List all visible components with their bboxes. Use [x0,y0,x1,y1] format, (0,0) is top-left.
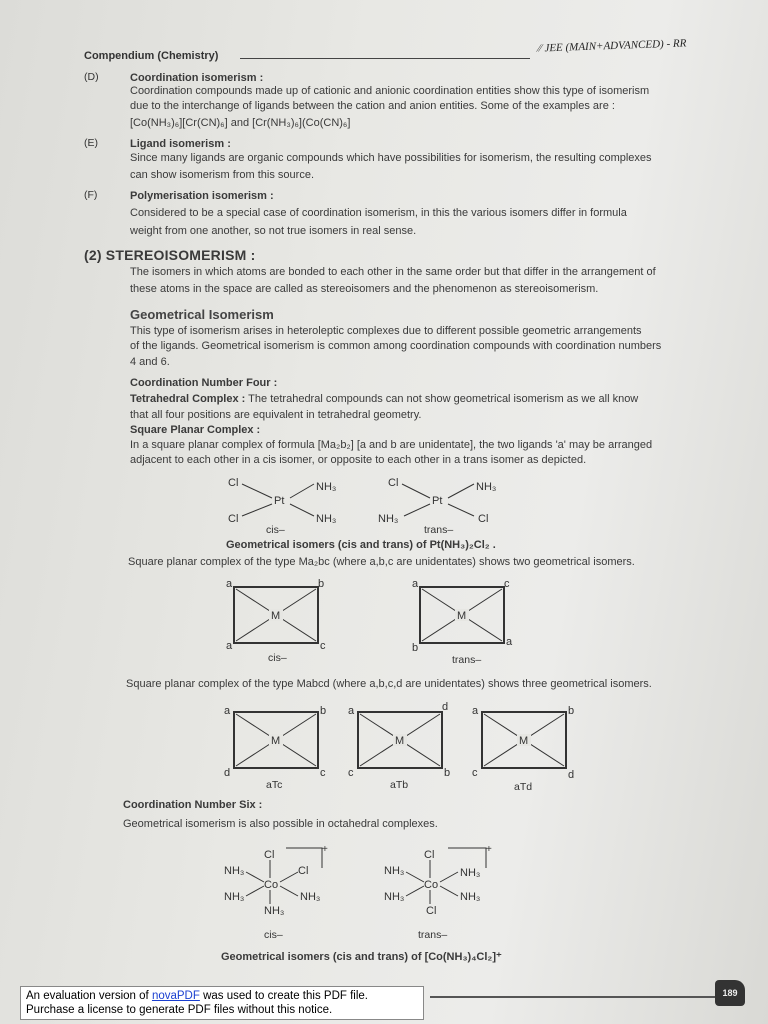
mabcd-isomer-3 [472,705,574,793]
mabcd-1-name: aTc [266,779,283,791]
mabcd-1-br: c [320,767,326,779]
ma2bc-trans-br: a [506,636,513,648]
co-cis-top: Cl [264,849,275,861]
bond [406,886,424,896]
bond [290,504,314,516]
header-series: ⁄⁄ JEE (MAIN+ADVANCED) - RR [537,37,687,55]
pt-trans-center: Pt [432,495,443,507]
mabcd-3-bl: c [472,767,478,779]
co-trans-ll: NH₃ [384,891,405,903]
ma2bc-cis-name: cis– [268,652,287,664]
ma2bc-trans-tr: c [504,578,510,590]
ma2bc-intro: Square planar complex of the type Ma₂bc (where a,b,c are unidentates) shows two geometrical isomers. [128,556,635,568]
ma2bc-trans-center: M [457,610,467,622]
pt-cis-tl-label: Cl [228,477,239,489]
bond [402,484,430,498]
stereo-line1: The isomers in which atoms are bonded to each other in the same order but that differ in the arrangement of [130,266,656,278]
section-d-label: (D) [84,71,99,83]
square-planar-line2: adjacent to each other in a cis isomer, or opposite to each other in a trans isomer as depicted. [130,454,587,466]
notice-text-post: was used to create this PDF file. [199,990,368,1002]
section-e-title: Ligand isomerism : [130,138,231,150]
cn6-heading: Coordination Number Six : [123,799,263,811]
bond [404,504,430,516]
bond [448,504,474,516]
pt-caption: Geometrical isomers (cis and trans) of Pt(NH₃)₂Cl₂ . [226,539,496,551]
section-f-line1: Considered to be a special case of coordination isomerism, in this the various isomers differ in formula [130,207,627,219]
co-cis-lr: NH₃ [300,891,321,903]
mabcd-3-center: M [519,735,529,747]
co-cis-ll: NH₃ [224,891,245,903]
co-trans-ur: NH₃ [460,867,481,879]
bond [246,872,264,882]
co-cis-name: cis– [264,929,283,941]
bond [242,484,272,498]
notice-text-pre: An evaluation version of [26,990,152,1002]
tetrahedral-text: The tetrahedral compounds can not show geometrical isomerism as we all know [245,393,639,405]
pt-isomers-figure [224,472,514,534]
co-cis-center: Co [264,879,279,891]
section-f-line2: weight from one another, so not true isomers in real sense. [130,225,417,237]
co-trans-bottom: Cl [426,905,437,917]
ma2bc-trans-tl: a [412,578,419,590]
pt-trans-bl-label: NH₃ [378,513,399,525]
bond [290,484,314,498]
co-cis-ur: Cl [298,865,309,877]
co-cis-structure [224,844,328,941]
mabcd-3-tr: b [568,705,575,717]
pt-trans-structure [378,477,496,536]
ma2bc-figure [222,575,522,667]
ma2bc-trans-name: trans– [452,654,482,666]
bond [448,484,474,498]
pt-trans-tl-label: Cl [388,477,399,489]
mabcd-2-tl: a [348,705,355,717]
bond [280,886,298,896]
ma2bc-trans-structure [412,578,513,666]
novapdf-link[interactable]: novaPDF [151,990,200,1002]
mabcd-2-bl: c [348,767,354,779]
stereoisomerism-heading: (2) STEREOISOMERISM : [84,247,256,263]
pt-trans-br-label: Cl [478,513,489,525]
mabcd-3-name: aTd [514,781,533,793]
mabcd-2-name: aTb [390,779,409,791]
tetrahedral-line2: that all four positions are equivalent in tetrahedral geometry. [130,409,422,421]
co-cis-bottom: NH₃ [264,905,285,917]
mabcd-3-tl: a [472,705,479,717]
section-d-line2: due to the interchange of ligands between the cation and anion entities. Some of the examples are : [130,100,615,112]
section-d-title: Coordination isomerism : [130,72,264,84]
mabcd-2-br: b [444,767,451,779]
header-title: Compendium (Chemistry) [84,50,219,62]
footer-rule [430,996,730,998]
mabcd-1-tr: b [320,705,327,717]
section-e-label: (E) [84,137,98,149]
bond [280,872,298,882]
pt-cis-center: Pt [274,495,285,507]
mabcd-isomer-1 [224,705,326,791]
pt-cis-tr-label: NH₃ [316,481,337,493]
ma2bc-cis-br: c [320,640,326,652]
pt-cis-structure [228,477,336,536]
notice-text-line2: Purchase a license to generate PDF files without this notice. [26,1004,333,1016]
mabcd-isomer-2 [348,701,450,791]
section-e-line2: can show isomerism from this source. [130,169,314,181]
mabcd-1-bl: d [224,767,231,779]
page-number: 189 [715,980,745,1006]
co-trans-lr: NH₃ [460,891,481,903]
co-trans-ul: NH₃ [384,865,405,877]
geometrical-line3: 4 and 6. [130,356,170,368]
section-e-line1: Since many ligands are organic compounds which have possibilities for isomerism, the resulting complexes [130,152,652,164]
geometrical-line2: of the ligands. Geometrical isomerism is common among coordination compounds with coordination numbers [130,340,662,352]
section-f-title: Polymerisation isomerism : [130,190,274,202]
co-trans-structure [384,844,492,941]
tetrahedral-title: Tetrahedral Complex : [130,393,246,405]
cn6-line1: Geometrical isomerism is also possible in octahedral complexes. [123,818,438,830]
stereo-line2: these atoms in the space are called as stereoisomers and the phenomenon as stereoisomerism. [130,283,599,295]
co-caption: Geometrical isomers (cis and trans) of [Co(NH₃)₄Cl₂]⁺ [221,951,502,963]
section-d-line1: Coordination compounds made up of cationic and anionic coordination entities show this type of isomerism [130,85,650,97]
square-planar-title: Square Planar Complex : [130,424,261,436]
mabcd-intro: Square planar complex of the type Mabcd (where a,b,c,d are unidentates) shows three geometrical isomers. [126,678,652,690]
tetrahedral-line1 [130,392,638,406]
octahedral-figure [222,840,512,944]
ma2bc-cis-tl: a [226,578,233,590]
bond [406,872,424,882]
co-trans-center: Co [424,879,439,891]
co-trans-top: Cl [424,849,435,861]
pt-cis-name: cis– [266,524,285,536]
ma2bc-cis-tr: b [318,578,325,590]
section-f-label: (F) [84,189,98,201]
mabcd-2-tr: d [442,701,449,713]
pt-cis-bl-label: Cl [228,513,239,525]
bond [440,872,458,882]
co-trans-name: trans– [418,929,448,941]
mabcd-1-center: M [271,735,281,747]
header-rule [240,58,530,59]
ma2bc-trans-bl: b [412,642,419,654]
cn4-heading: Coordination Number Four : [130,377,278,389]
geometrical-heading: Geometrical Isomerism [130,307,274,322]
ma2bc-cis-center: M [271,610,281,622]
co-cis-ul: NH₃ [224,865,245,877]
co-cis-charge: + [322,844,328,855]
mabcd-figure [222,700,586,794]
co-trans-charge: + [486,844,492,855]
bracket [448,848,486,868]
mabcd-1-tl: a [224,705,231,717]
bond [242,504,272,516]
mabcd-2-center: M [395,735,405,747]
evaluation-notice [20,986,424,1020]
bond [440,886,458,896]
ma2bc-cis-bl: a [226,640,233,652]
bond [246,886,264,896]
mabcd-3-br: d [568,769,575,781]
pt-cis-br-label: NH₃ [316,513,337,525]
square-planar-line1: In a square planar complex of formula [Ma₂b₂] [a and b are unidentate], the two ligands 'a' may be arranged [130,439,653,451]
geometrical-line1: This type of isomerism arises in heteroleptic complexes due to different possible geometric arrangements [130,325,642,337]
pt-trans-name: trans– [424,524,454,536]
pt-trans-tr-label: NH₃ [476,481,497,493]
ma2bc-cis-structure [226,578,326,664]
section-d-formula: [Co(NH₃)₆][Cr(CN)₆] and [Cr(NH₃)₆](Co(CN)₆] [130,117,351,129]
